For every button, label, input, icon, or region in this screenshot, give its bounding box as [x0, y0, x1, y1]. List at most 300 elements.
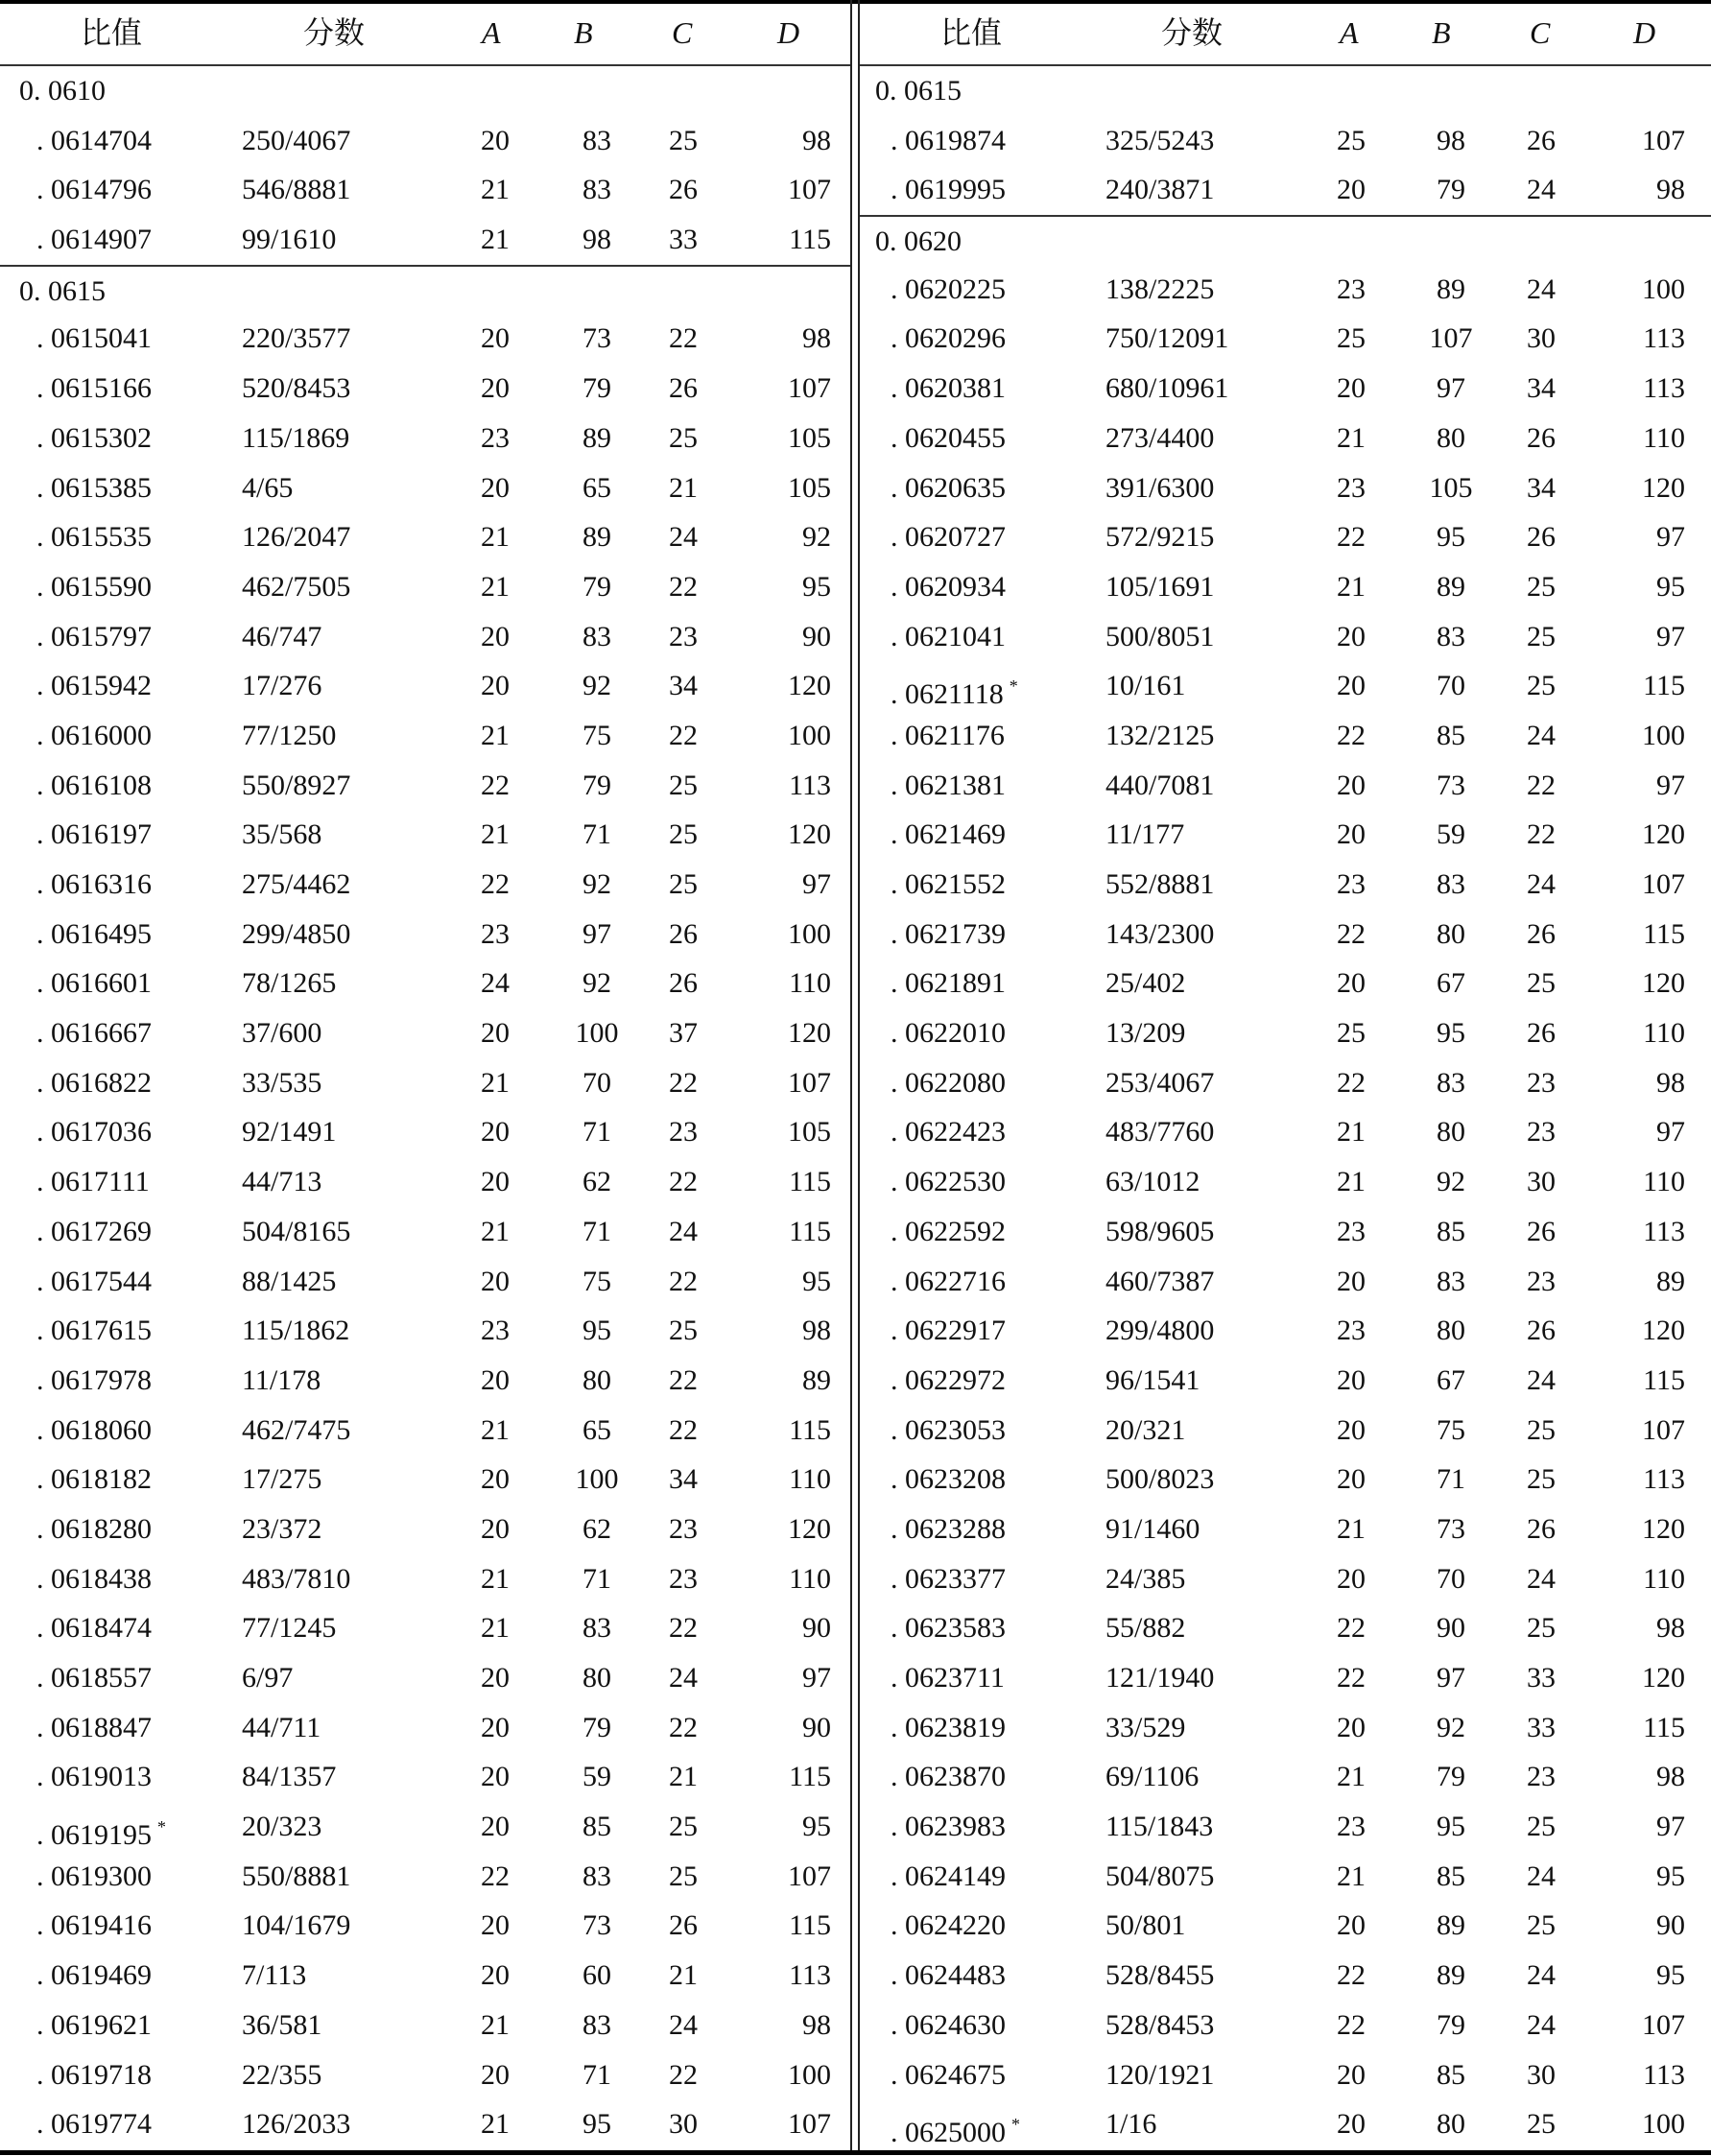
fraction-cell: 483/7810 [242, 1562, 351, 1595]
table-row [860, 1207, 1711, 1257]
d-cell: 115 [1643, 1363, 1685, 1396]
table-row [860, 910, 1711, 960]
header-ratio: 比值 [81, 15, 143, 50]
d-cell: 97 [1656, 1811, 1685, 1843]
fraction-cell: 126/2033 [242, 2108, 351, 2141]
b-cell: 92 [1437, 1711, 1465, 1743]
fraction-cell: 11/177 [1105, 818, 1185, 851]
b-cell: 89 [1437, 1909, 1465, 1942]
b-cell: 89 [582, 421, 611, 454]
a-cell: 22 [1337, 2008, 1366, 2041]
d-cell: 113 [789, 1959, 831, 1992]
d-cell: 100 [788, 719, 831, 751]
fraction-cell: 17/276 [242, 670, 322, 702]
a-cell: 20 [1337, 1711, 1366, 1743]
b-cell: 83 [582, 174, 611, 206]
table-row [0, 1703, 850, 1753]
left-panel [0, 4, 850, 2150]
b-cell: 89 [1437, 272, 1465, 305]
a-cell: 22 [481, 1860, 510, 1892]
a-cell: 23 [1337, 868, 1366, 900]
d-cell: 98 [802, 2008, 831, 2041]
c-cell: 24 [1527, 719, 1556, 751]
c-cell: 37 [669, 1017, 698, 1050]
d-cell: 120 [1642, 1315, 1685, 1347]
b-cell: 92 [582, 868, 611, 900]
ratio-cell: . 0619469 [36, 1959, 152, 1992]
c-cell: 25 [1527, 1811, 1556, 1843]
group-header-row [860, 66, 1711, 116]
a-cell: 21 [481, 818, 510, 851]
c-cell: 25 [669, 818, 698, 851]
b-cell: 79 [1437, 2008, 1465, 2041]
b-cell: 92 [582, 670, 611, 702]
c-cell: 25 [669, 1315, 698, 1347]
ratio-cell: . 0618557 [36, 1662, 152, 1694]
d-cell: 97 [1656, 521, 1685, 554]
fraction-cell: 462/7475 [242, 1413, 351, 1446]
a-cell: 21 [481, 570, 510, 603]
a-cell: 22 [1337, 1612, 1366, 1645]
d-cell: 115 [1643, 670, 1685, 702]
c-cell: 30 [1527, 322, 1556, 355]
a-cell: 22 [1337, 1959, 1366, 1992]
c-cell: 26 [669, 174, 698, 206]
table-row [0, 1257, 850, 1307]
b-cell: 79 [582, 1711, 611, 1743]
table-row [0, 1752, 850, 1802]
fraction-cell: 750/12091 [1105, 322, 1229, 355]
ratio-cell: . 0619416 [36, 1909, 152, 1942]
b-cell: 71 [582, 1562, 611, 1595]
c-cell: 24 [1527, 868, 1556, 900]
d-cell: 110 [1643, 421, 1685, 454]
d-cell: 105 [788, 1116, 831, 1149]
d-cell: 92 [802, 521, 831, 554]
c-cell: 25 [1527, 1612, 1556, 1645]
d-cell: 105 [788, 421, 831, 454]
c-cell: 26 [1527, 521, 1556, 554]
c-cell: 23 [669, 1116, 698, 1149]
b-cell: 80 [1437, 1315, 1465, 1347]
fraction-cell: 25/402 [1105, 967, 1186, 1000]
d-cell: 113 [1643, 1463, 1685, 1496]
d-cell: 89 [802, 1363, 831, 1396]
table-row [0, 1802, 850, 1852]
a-cell: 25 [1337, 1017, 1366, 1050]
c-cell: 24 [669, 1662, 698, 1694]
d-cell: 113 [1643, 372, 1685, 405]
d-cell: 115 [789, 224, 831, 256]
d-cell: 107 [788, 2108, 831, 2141]
fraction-cell: 91/1460 [1105, 1512, 1200, 1545]
b-cell: 97 [582, 917, 611, 950]
ratio-cell: . 0621469 [891, 818, 1006, 851]
c-cell: 25 [669, 1860, 698, 1892]
c-cell: 22 [669, 1612, 698, 1645]
b-cell: 100 [575, 1463, 619, 1496]
ratio-cell: . 0615385 [36, 471, 152, 504]
group-header-row [0, 265, 850, 315]
header-b: B [574, 15, 593, 50]
fraction-cell: 504/8075 [1105, 1860, 1215, 1892]
b-cell: 62 [582, 1166, 611, 1198]
a-cell: 21 [481, 719, 510, 751]
table-row [860, 1406, 1711, 1456]
ratio-cell: . 0621891 [891, 967, 1006, 1000]
a-cell: 20 [481, 1761, 510, 1793]
fraction-cell: 55/882 [1105, 1612, 1186, 1645]
ratio-cell: . 0622592 [891, 1215, 1006, 1247]
fraction-cell: 1/16 [1105, 2108, 1157, 2141]
fraction-cell: 550/8927 [242, 769, 351, 801]
b-cell: 71 [582, 1116, 611, 1149]
ratio-cell: . 0617615 [36, 1315, 152, 1347]
c-cell: 25 [1527, 620, 1556, 652]
d-cell: 110 [789, 967, 831, 1000]
b-cell: 83 [582, 1860, 611, 1892]
d-cell: 115 [1643, 917, 1685, 950]
ratio-cell: . 0619874 [891, 124, 1006, 156]
d-cell: 95 [1656, 1860, 1685, 1892]
d-cell: 107 [1642, 124, 1685, 156]
fraction-cell: 46/747 [242, 620, 322, 652]
b-cell: 65 [582, 471, 611, 504]
fraction-cell: 33/535 [242, 1066, 322, 1099]
c-cell: 21 [669, 471, 698, 504]
ratio-cell: . 0619718 [36, 2058, 152, 2091]
fraction-cell: 77/1245 [242, 1612, 337, 1645]
table-row [0, 463, 850, 513]
left-header-row [0, 4, 850, 66]
ratio-cell: . 0624220 [891, 1909, 1006, 1942]
fraction-cell: 552/8881 [1105, 868, 1215, 900]
table-row [860, 959, 1711, 1008]
c-cell: 33 [1527, 1711, 1556, 1743]
table-row [0, 1157, 850, 1207]
b-cell: 92 [1437, 1166, 1465, 1198]
b-cell: 83 [582, 2008, 611, 2041]
b-cell: 89 [582, 521, 611, 554]
d-cell: 90 [802, 1711, 831, 1743]
table-row [860, 116, 1711, 166]
ratio-cell: . 0623819 [891, 1711, 1006, 1743]
fraction-cell: 121/1940 [1105, 1662, 1215, 1694]
table-row [0, 2050, 850, 2100]
header-fraction: 分数 [303, 15, 366, 50]
a-cell: 20 [481, 1512, 510, 1545]
a-cell: 21 [481, 174, 510, 206]
d-cell: 115 [789, 1166, 831, 1198]
fraction-cell: 44/713 [242, 1166, 322, 1198]
header-a: A [482, 15, 501, 50]
fraction-cell: 20/321 [1105, 1413, 1186, 1446]
b-cell: 80 [1437, 1116, 1465, 1149]
ratio-cell: . 0616108 [36, 769, 152, 801]
fraction-cell: 275/4462 [242, 868, 351, 900]
d-cell: 107 [1642, 2008, 1685, 2041]
table-row [860, 364, 1711, 414]
d-cell: 90 [802, 1612, 831, 1645]
table-row [860, 1852, 1711, 1902]
b-cell: 80 [582, 1662, 611, 1694]
d-cell: 105 [788, 471, 831, 504]
fraction-cell: 680/10961 [1105, 372, 1229, 405]
b-cell: 75 [1437, 1413, 1465, 1446]
d-cell: 100 [788, 2058, 831, 2091]
ratio-cell: . 0624675 [891, 2058, 1006, 2091]
ratio-cell: . 0615041 [36, 322, 152, 355]
fraction-cell: 240/3871 [1105, 174, 1215, 206]
fraction-cell: 22/355 [242, 2058, 322, 2091]
table-row [860, 761, 1711, 811]
fraction-cell: 220/3577 [242, 322, 351, 355]
c-cell: 23 [1527, 1066, 1556, 1099]
d-cell: 98 [802, 1315, 831, 1347]
b-cell: 90 [1437, 1612, 1465, 1645]
ratio-cell [36, 1808, 166, 1855]
ratio-cell: . 0618280 [36, 1512, 152, 1545]
b-cell: 80 [1437, 2108, 1465, 2141]
fraction-cell: 35/568 [242, 818, 322, 851]
fraction-cell: 460/7387 [1105, 1265, 1215, 1297]
c-cell: 26 [669, 967, 698, 1000]
b-cell: 85 [1437, 1215, 1465, 1247]
c-cell: 24 [669, 1215, 698, 1247]
ratio-cell: . 0623377 [891, 1562, 1006, 1595]
c-cell: 24 [1527, 1959, 1556, 1992]
a-cell: 20 [481, 620, 510, 652]
fraction-cell: 84/1357 [242, 1761, 337, 1793]
b-cell: 75 [582, 1265, 611, 1297]
a-cell: 20 [1337, 174, 1366, 206]
c-cell: 22 [669, 1265, 698, 1297]
b-cell: 79 [582, 769, 611, 801]
table-row [860, 860, 1711, 910]
a-cell: 22 [1337, 521, 1366, 554]
table-row [860, 1653, 1711, 1703]
group-label: 0. 0620 [875, 225, 962, 258]
a-cell: 20 [1337, 967, 1366, 1000]
d-cell: 95 [802, 1811, 831, 1843]
table-row [0, 1306, 850, 1356]
ratio-cell: . 0616601 [36, 967, 152, 1000]
c-cell: 26 [1527, 124, 1556, 156]
ratio-cell: . 0623711 [891, 1662, 1005, 1694]
d-cell: 100 [1642, 272, 1685, 305]
a-cell: 25 [1337, 124, 1366, 156]
ratio-cell: . 0621739 [891, 917, 1006, 950]
a-cell: 21 [481, 1066, 510, 1099]
table-row [0, 314, 850, 364]
ratio-cell: . 0623870 [891, 1761, 1006, 1793]
ratio-cell: . 0616822 [36, 1066, 152, 1099]
group-header-row [860, 215, 1711, 265]
c-cell: 34 [669, 1463, 698, 1496]
ratio-cell: . 0622530 [891, 1166, 1006, 1198]
fraction-cell: 299/4800 [1105, 1315, 1215, 1347]
table-row [0, 414, 850, 463]
d-cell: 89 [1656, 1265, 1685, 1297]
b-cell: 80 [582, 1363, 611, 1396]
fraction-cell: 138/2225 [1105, 272, 1215, 305]
c-cell: 25 [1527, 570, 1556, 603]
ratio-cell: . 0622917 [891, 1315, 1006, 1347]
c-cell: 22 [669, 2058, 698, 2091]
ratio-cell: . 0621381 [891, 769, 1006, 801]
d-cell: 107 [788, 372, 831, 405]
c-cell: 23 [1527, 1761, 1556, 1793]
ratio-cell: . 0615166 [36, 372, 152, 405]
d-cell: 100 [1642, 2108, 1685, 2141]
header-d: D [1633, 15, 1656, 50]
a-cell: 20 [481, 1265, 510, 1297]
a-cell: 21 [481, 224, 510, 256]
fraction-cell: 44/711 [242, 1711, 321, 1743]
c-cell: 22 [669, 570, 698, 603]
c-cell: 26 [669, 372, 698, 405]
c-cell: 34 [1527, 372, 1556, 405]
table-row [860, 1455, 1711, 1504]
b-cell: 73 [582, 1909, 611, 1942]
d-cell: 98 [1656, 174, 1685, 206]
b-cell: 79 [582, 372, 611, 405]
table-row [0, 1356, 850, 1406]
d-cell: 110 [1643, 1017, 1685, 1050]
fraction-cell: 63/1012 [1105, 1166, 1200, 1198]
b-cell: 95 [582, 1315, 611, 1347]
ratio-cell: . 0616197 [36, 818, 152, 851]
b-cell: 95 [1437, 1017, 1465, 1050]
table-row [860, 1157, 1711, 1207]
table-row [0, 612, 850, 662]
table-row [0, 562, 850, 612]
asterisk-mark: * [157, 1817, 166, 1837]
group-label: 0. 0610 [19, 75, 106, 107]
ratio-cell: . 0623583 [891, 1612, 1006, 1645]
ratio-cell: . 0620381 [891, 372, 1006, 405]
c-cell: 21 [669, 1959, 698, 1992]
fraction-cell: 99/1610 [242, 224, 337, 256]
a-cell: 20 [1337, 670, 1366, 702]
d-cell: 97 [802, 868, 831, 900]
fraction-cell: 299/4850 [242, 917, 351, 950]
ratio-cell: . 0619995 [891, 174, 1006, 206]
a-cell: 20 [481, 1959, 510, 1992]
c-cell: 25 [1527, 1909, 1556, 1942]
asterisk-mark: * [1009, 676, 1018, 697]
b-cell: 73 [1437, 769, 1465, 801]
table-row [0, 1554, 850, 1604]
table-row [860, 2099, 1711, 2149]
c-cell: 24 [1527, 2008, 1556, 2041]
header-c: C [672, 15, 693, 50]
a-cell: 23 [1337, 1215, 1366, 1247]
a-cell: 20 [481, 1811, 510, 1843]
c-cell: 24 [1527, 174, 1556, 206]
fraction-cell: 24/385 [1105, 1562, 1186, 1595]
ratio-cell: . 0618474 [36, 1612, 152, 1645]
fraction-cell: 115/1869 [242, 421, 350, 454]
fraction-cell: 500/8051 [1105, 620, 1215, 652]
a-cell: 20 [1337, 1562, 1366, 1595]
a-cell: 21 [1337, 1166, 1366, 1198]
ratio-cell: . 0622423 [891, 1116, 1006, 1149]
d-cell: 98 [1656, 1612, 1685, 1645]
fraction-cell: 550/8881 [242, 1860, 351, 1892]
fraction-cell: 13/209 [1105, 1017, 1186, 1050]
c-cell: 22 [669, 322, 698, 355]
a-cell: 21 [1337, 1116, 1366, 1149]
table-row [0, 2001, 850, 2050]
fraction-cell: 462/7505 [242, 570, 351, 603]
ratio-cell: . 0614704 [36, 124, 152, 156]
a-cell: 23 [1337, 1315, 1366, 1347]
ratio-cell: . 0622080 [891, 1066, 1006, 1099]
ratio-cell: . 0615942 [36, 670, 152, 702]
table-row [0, 1207, 850, 1257]
d-cell: 120 [788, 1512, 831, 1545]
ratio-value: . 0621118 [891, 678, 1004, 711]
a-cell: 21 [481, 2108, 510, 2141]
d-cell: 115 [789, 1761, 831, 1793]
a-cell: 21 [1337, 421, 1366, 454]
d-cell: 95 [802, 1265, 831, 1297]
d-cell: 98 [802, 322, 831, 355]
fraction-cell: 143/2300 [1105, 917, 1215, 950]
b-cell: 73 [582, 322, 611, 355]
table-row [860, 1058, 1711, 1108]
a-cell: 22 [1337, 719, 1366, 751]
c-cell: 26 [1527, 917, 1556, 950]
a-cell: 20 [1337, 620, 1366, 652]
c-cell: 22 [669, 1363, 698, 1396]
a-cell: 20 [1337, 1413, 1366, 1446]
ratio-cell: . 0614907 [36, 224, 152, 256]
d-cell: 107 [788, 1066, 831, 1099]
fraction-cell: 115/1862 [242, 1315, 350, 1347]
header-b: B [1432, 15, 1451, 50]
header-c: C [1530, 15, 1551, 50]
c-cell: 30 [669, 2108, 698, 2141]
b-cell: 98 [1437, 124, 1465, 156]
c-cell: 22 [669, 1066, 698, 1099]
fraction-cell: 528/8455 [1105, 1959, 1215, 1992]
c-cell: 25 [669, 868, 698, 900]
b-cell: 62 [582, 1512, 611, 1545]
b-cell: 59 [582, 1761, 611, 1793]
b-cell: 85 [1437, 1860, 1465, 1892]
c-cell: 22 [669, 1166, 698, 1198]
c-cell: 25 [1527, 2108, 1556, 2141]
a-cell: 20 [481, 322, 510, 355]
b-cell: 83 [1437, 868, 1465, 900]
a-cell: 20 [481, 372, 510, 405]
table-row [860, 1752, 1711, 1802]
ratio-cell: . 0619621 [36, 2008, 152, 2041]
table-row [0, 661, 850, 711]
a-cell: 20 [481, 471, 510, 504]
table-row [0, 364, 850, 414]
b-cell: 80 [1437, 917, 1465, 950]
d-cell: 115 [1643, 1711, 1685, 1743]
d-cell: 97 [1656, 1116, 1685, 1149]
d-cell: 120 [788, 670, 831, 702]
fraction-cell: 69/1106 [1105, 1761, 1200, 1793]
a-cell: 21 [1337, 1512, 1366, 1545]
b-cell: 71 [1437, 1463, 1465, 1496]
table-row [0, 1107, 850, 1157]
